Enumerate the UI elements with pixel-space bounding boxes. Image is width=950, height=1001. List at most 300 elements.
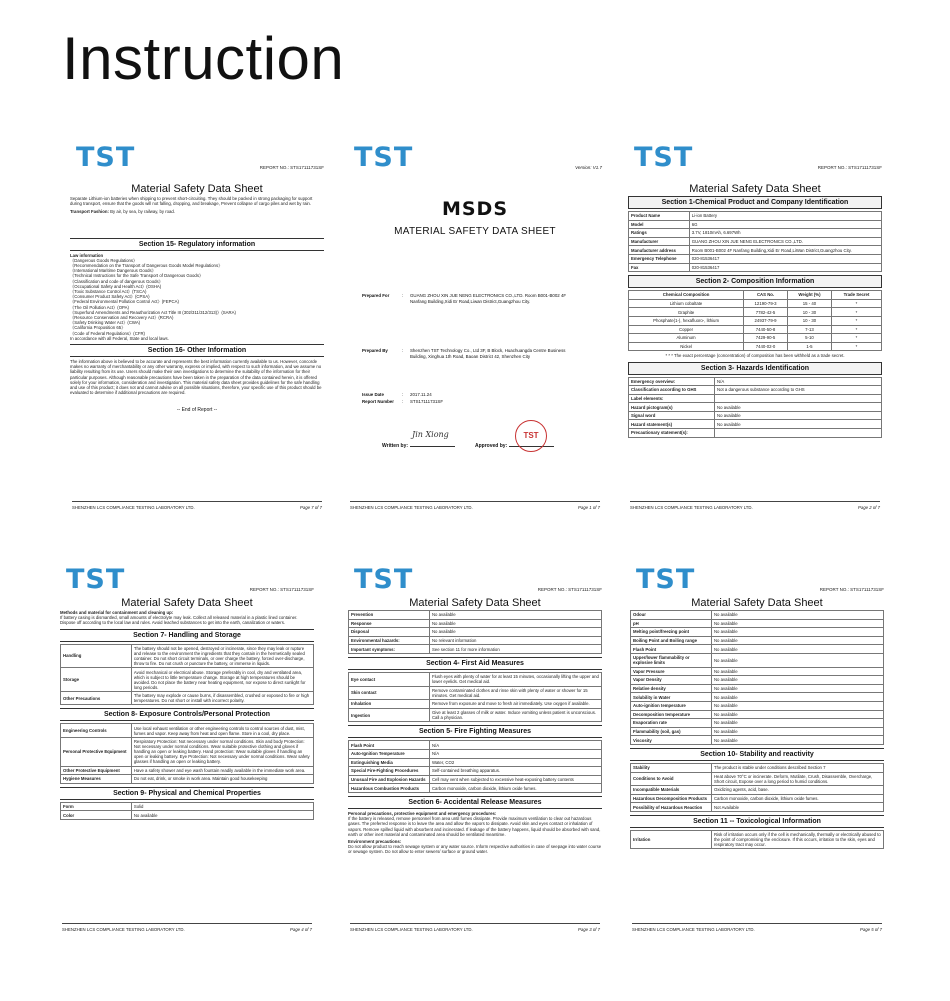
table-cell: 7440-02-0 [744, 342, 788, 351]
version-label: Version: V1.7 [575, 165, 602, 170]
table-value-cell: No available [711, 710, 883, 719]
handling-table [60, 644, 314, 706]
section-2-heading: Section 2- Composition Information [628, 275, 882, 288]
table-cell: 7-13 [787, 325, 831, 334]
table-row [629, 403, 882, 412]
table-value-cell: Remove from exposure and move to fresh air immediately. Use oxygen if available. [429, 700, 601, 709]
page-footer: SHENZHEN LCS COMPLIANCE TESTING LABORATORY LTD. Page 3 of 7 [350, 923, 600, 932]
table-value-cell: No available [711, 645, 883, 654]
table-row [61, 802, 314, 811]
table-row [629, 246, 882, 255]
table-value-cell: No available [711, 736, 883, 745]
table-row [631, 619, 884, 628]
table-value-cell: No available [711, 611, 883, 620]
table-value-cell: N/A [429, 749, 601, 758]
table-value-cell: Carbon monoxide, carbon dioxide, lithium oxide fumes. [711, 794, 883, 803]
hazard-table [628, 377, 882, 438]
table-key-cell: Product Name [629, 212, 690, 221]
toxicology-table [630, 830, 884, 850]
release-title: Personal precautions, protective equipment and emergency procedures: [348, 810, 497, 816]
table-key-cell: Eye contact [349, 672, 430, 686]
table-key-cell: Flammability (soil, gas) [631, 727, 712, 736]
table-row [349, 700, 602, 709]
table-key-cell: Boiling Point and Boiling range [631, 636, 712, 645]
table-row [631, 645, 884, 654]
company-stamp: TST [515, 420, 547, 452]
section-16-heading: Section 16- Other Information [70, 344, 324, 357]
table-key-cell: Conditions to Avoid [631, 772, 712, 786]
column-header: Chemical Composition [629, 291, 744, 300]
table-key-cell: Handling [61, 644, 132, 668]
document-page-4 [52, 560, 322, 940]
table-value-cell: No available [715, 411, 882, 420]
table-key-cell: Disposal [349, 628, 430, 637]
document-page-5 [622, 560, 892, 940]
table-cell: 15 - 40 [787, 299, 831, 308]
table-value-cell: No available [711, 701, 883, 710]
msds-subtitle: MATERIAL SAFETY DATA SHEET [394, 226, 556, 237]
law-item: 《Occupational Safety and Health Act》(OSHA) [70, 283, 162, 289]
table-key-cell: Special Fire-Fighting Procedures [349, 767, 430, 776]
table-row [61, 668, 314, 692]
column-header: CAS No. [744, 291, 788, 300]
table-cell: 10 - 30 [787, 308, 831, 317]
release-text: If the battery is released, remove personnel from area until fumes dissipate. Provide maximum ventilation to clear out hazardous gases. The preferred response is to leave the area and allow the vapors to dissipate. Avoid skin and eyes contact or inhalation of vapors. Remove spilled liquid with absorbent and incinerated. If leakage of the battery happens, liquid should be absorbed with sand, earth or other inert material and contaminated area should be ventilated meantime. [348, 816, 601, 837]
table-key-cell: pH [631, 619, 712, 628]
physical-table [60, 802, 314, 820]
table-value-cell: No available [715, 403, 882, 412]
table-value-cell: The product is stable under conditions described Section 7 [711, 763, 883, 772]
table-row [631, 830, 884, 849]
approved-by: Approved by: [475, 443, 554, 449]
table-row [349, 749, 602, 758]
table-value-cell: Use local exhaust ventilation or other engineering controls to control sources of dust, mist, fumes and vapor. Keep away from heat and open flame. Store in a cool, dry place. [131, 724, 313, 738]
table-row [629, 316, 882, 325]
table-key-cell: Ingestion [349, 708, 430, 722]
table-value-cell: No available [429, 611, 601, 620]
table-key-cell: Flash Point [349, 741, 430, 750]
table-key-cell: Label elements: [629, 394, 715, 403]
composition-table [628, 290, 882, 351]
table-value-cell: Cell may vent when subjected to excessive heat-exposing battery contents [429, 775, 601, 784]
prepared-for-row: Prepared For : GUANG ZHOU XIN JUE NENG ELECTRONICS CO.,LTD. Room B001-B002 4F Nanfang Building,Xidi Er Road,Liwan District,Guangzhou City. [362, 293, 567, 304]
fire-fighting-table [348, 740, 602, 793]
table-key-cell: Irritation [631, 830, 712, 849]
table-key-cell: Emergency Telephone [629, 254, 690, 263]
stability-table [630, 763, 884, 812]
table-value-cell: Water, CO2 [429, 758, 601, 767]
table-row [629, 411, 882, 420]
table-key-cell: Stability [631, 763, 712, 772]
table-row [349, 767, 602, 776]
document-page-7 [62, 138, 332, 518]
table-key-cell: Hygiene Measures [61, 775, 132, 784]
table-value-cell: See section 11 for more information [429, 645, 601, 654]
table-cell: Aluminum [629, 334, 744, 343]
table-row [629, 237, 882, 246]
table-cell: Lithium cobaltate [629, 299, 744, 308]
table-row [629, 263, 882, 272]
table-value-cell: Do not eat, drink, or smoke in work area. Maintain good housekeeping [131, 775, 313, 784]
table-row [629, 420, 882, 429]
table-row [631, 803, 884, 812]
page-footer: SHENZHEN LCS COMPLIANCE TESTING LABORATORY LTD. Page 1 of 7 [350, 501, 600, 510]
table-key-cell: Storage [61, 668, 132, 692]
table-value-cell: Room B001-B002 4F Nanfang Building,Xidi Er Road,LiWan District,Guangzhou City. [689, 246, 881, 255]
table-value-cell: Not a dangerous substance according to GHS [715, 386, 882, 395]
table-value-cell: No available [429, 628, 601, 637]
table-value-cell: Give at least 2 glasses of milk or water. Induce vomiting unless patient is unconscious. Call a physician. [429, 708, 601, 722]
table-value-cell: 3.7V, 1810mAh, 6.697Wh [689, 229, 881, 238]
table-row [631, 653, 884, 667]
table-key-cell: Decomposition temperature [631, 710, 712, 719]
section-8-heading: Section 8- Exposure Controls/Personal Protection [60, 708, 314, 721]
report-number: REPORT NO.: STS17111731SF [259, 165, 324, 170]
document-page-3 [340, 560, 610, 940]
table-value-cell [715, 429, 882, 438]
table-value-cell: Avoid mechanical or electrical abuse. Storage preferably in cool, dry and ventilated area, which is subject to little temperature change. Storage at high temperatures should be avoided. Do not place the battery near heating equipment, nor expose to direct sunlight for long periods. [131, 668, 313, 692]
table-row [631, 710, 884, 719]
table-row [349, 784, 602, 793]
table-row [631, 786, 884, 795]
law-item: 《Recommendation on the Transport of Dangerous Goods Model Regulations》 [70, 263, 223, 269]
table-key-cell: Vapor Density [631, 676, 712, 685]
end-of-report: -- End of Report -- [176, 407, 218, 414]
table-value-cell: The battery may explode or cause burns, if disassembled, crushed or exposed to fire or high temperatures. Do not short or install with incorrect polarity. [131, 691, 313, 705]
other-information: The information above is believed to be accurate and represents the best information currently available to us. However, concorde makes no warranty of merchantability or any other warranty, express or implied, with respect to such information, and we assume no liability resulting from its use. Users should make their own investigations to determine the suitability of the information for their particular purposes. Although reasonable precautions have been taken in the preparation of the data contained herein, it is offered solely for your information, consideration and investigation. This material safety data sheet provides guidelines for the safe handling and use of this product; it does not and cannot advise on all possible situations, therefore, your specific use of this product should be evaluated to determine if additional precautions are required. [70, 359, 322, 396]
table-key-cell: Relative density [631, 684, 712, 693]
tst-logo: TST [636, 564, 696, 595]
law-item: 《Superfund Amendments and Reauthorization Act Title III (302/311/312/313)》(SARA) [70, 309, 236, 315]
column-header: Trade Secret [831, 291, 881, 300]
table-cell: * [831, 308, 881, 317]
table-value-cell: No available [711, 684, 883, 693]
table-cell: 1-5 [787, 342, 831, 351]
table-row [631, 736, 884, 745]
table-value-cell: No available [715, 420, 882, 429]
table-row [61, 724, 314, 738]
table-key-cell: Vapor Pressure [631, 667, 712, 676]
table-key-cell: Solubility in Water [631, 693, 712, 702]
table-row [629, 386, 882, 395]
table-row [349, 611, 602, 620]
table-row [629, 342, 882, 351]
table-row [631, 701, 884, 710]
environment-text: Do not allow product to reach sewage system or any water source. Inform respective authorities in case of seepage into water course or sewage system. Do not allow to enter sewers/ surface or ground water. [348, 844, 602, 855]
table-value-cell: Solid [131, 802, 313, 811]
table-value-cell: Self-contained breathing apparatus. [429, 767, 601, 776]
table-row [61, 775, 314, 784]
sheet-title: Material Safety Data Sheet [121, 597, 253, 609]
transport-fashion: Transport Fashion: By air, by sea, by railway, by road. [70, 209, 175, 215]
table-value-cell: Li-ion Battery [689, 212, 881, 221]
table-key-cell: Hazardous Combustion Products [349, 784, 430, 793]
prepared-by-row: Prepared By : Shenzhen TST Technology Co., Ltd 3F, B Block, Huachuangda Centre Business Building, Xinghua 1th Road, Baoan District 42, Shenzhen City [362, 348, 566, 359]
column-header: Weight (%) [787, 291, 831, 300]
sheet-title: Material Safety Data Sheet [689, 183, 821, 195]
law-item: 《Safety Drinking Water Act》(CWA) [70, 320, 141, 326]
table-key-cell: Odour [631, 611, 712, 620]
first-aid-table [348, 672, 602, 722]
table-value-cell: Have a safety shower and eye wash fountain readily available in the immediate work area. [131, 766, 313, 775]
table-key-cell: Important symptoms: [349, 645, 430, 654]
table-key-cell: Other Precautions [61, 691, 132, 705]
table-row [631, 676, 884, 685]
table-key-cell: Hazard statement(s) [629, 420, 715, 429]
table-key-cell: Evaporation rate [631, 719, 712, 728]
table-value-cell: 020-81536417 [689, 263, 881, 272]
law-item: In accordance with all Federal, State and local laws. [70, 335, 169, 341]
table-row [61, 691, 314, 705]
table-key-cell: Signal word [629, 411, 715, 420]
msds-heading: MSDS [441, 198, 509, 220]
law-item: 《Classification and code of dangerous Goods》 [70, 278, 163, 284]
table-value-cell: N/A [429, 741, 601, 750]
table-key-cell: Manufacturer address [629, 246, 690, 255]
table-cell: Copper [629, 325, 744, 334]
law-item: 《Toxic Substance Control Act》(TSCA) [70, 289, 147, 295]
table-row [61, 766, 314, 775]
table-row [629, 429, 882, 438]
page-footer: SHENZHEN LCS COMPLIANCE TESTING LABORATORY LTD. Page 5 of 7 [632, 923, 882, 932]
table-row [629, 308, 882, 317]
table-key-cell: Precautionary statement(s): [629, 429, 715, 438]
table-key-cell: Environmental hazards: [349, 636, 430, 645]
table-key-cell: Fax [629, 263, 690, 272]
table-key-cell: Other Protective Equipment [61, 766, 132, 775]
law-item: 《International Maritime Dangerous Goods》 [70, 268, 156, 274]
table-header-row [629, 291, 882, 300]
table-cell: 7440-50-8 [744, 325, 788, 334]
table-cell: 12190-79-3 [744, 299, 788, 308]
table-value-cell: No relevant information [429, 636, 601, 645]
table-row [629, 334, 882, 343]
table-key-cell: Model [629, 220, 690, 229]
table-value-cell: Remove contaminated clothes and rinse skin with plenty of water or shower for 15 minutes. Get medical aid. [429, 686, 601, 700]
document-cover-page [340, 138, 610, 518]
table-row [631, 772, 884, 786]
environment-title: Environment precautions: [348, 838, 402, 844]
table-value-cell: No available [711, 667, 883, 676]
table-key-cell: Flash Point [631, 645, 712, 654]
table-key-cell: Emergency overview: [629, 377, 715, 386]
table-row [629, 229, 882, 238]
section-11-heading: Section 11 -- Toxicological Information [630, 815, 884, 828]
table-key-cell: Viscosity [631, 736, 712, 745]
table-row [61, 644, 314, 668]
report-number: REPORT NO.: STS17111731SF [819, 587, 884, 592]
law-item: 《Dangerous Goods Regulations》 [70, 257, 138, 263]
table-cell: 7429-90-5 [744, 334, 788, 343]
table-value-cell: 020-81536417 [689, 254, 881, 263]
table-row [349, 619, 602, 628]
table-row [629, 325, 882, 334]
table-cell: 7782-42-5 [744, 308, 788, 317]
page-footer: SHENZHEN LCS COMPLIANCE TESTING LABORATORY LTD. Page 4 of 7 [62, 923, 312, 932]
signature-handwriting: Jin Xiong [412, 430, 449, 439]
table-value-cell: Respiratory Protection: Not necessary under normal conditions. Skin and body Protection: Not necessary under normal conditions. Wear suitable protective clothing and gloves if handling an open or leaking battery. Hand protection: Wear suitable gloves if handling an open or leaking battery. Eye Protection: Not necessary under normal conditions. Wear safety glasses if handling an open or leaking battery. [131, 737, 313, 766]
report-number: REPORT NO.: STS17111731SF [537, 587, 602, 592]
table-row [631, 628, 884, 637]
table-key-cell: Hazardous Decomposition Products [631, 794, 712, 803]
section-15-heading: Section 15- Regulatory information [70, 238, 324, 251]
table-value-cell: Oxidizing agents, acid, base. [711, 786, 883, 795]
table-value-cell: No available [711, 653, 883, 667]
table-cell: Graphite [629, 308, 744, 317]
tst-logo: TST [634, 142, 694, 173]
precaution-table [348, 610, 602, 654]
table-row [629, 212, 882, 221]
properties-table [630, 610, 884, 745]
table-value-cell: No available [711, 693, 883, 702]
table-cell: * [831, 325, 881, 334]
section-9-heading: Section 9- Physical and Chemical Properties [60, 787, 314, 800]
law-item: 《Technical Instructions for the Safe Transport of Dangerous Goods》 [70, 273, 204, 279]
table-row [631, 636, 884, 645]
containment-text: If battery casing is dismantled, small amounts of electrolyte may leak. Collect all released material in a plastic lined container. Dispose off according to the local law and rules. Avoid leached substances to get into the earth, canalization or waters. [60, 615, 298, 626]
table-row [631, 794, 884, 803]
law-item: 《California Proposition 65》 [70, 325, 126, 331]
table-value-cell: Not Available [711, 803, 883, 812]
table-value-cell [715, 394, 882, 403]
table-key-cell: Possibility of Hazardous Reaction [631, 803, 712, 812]
table-key-cell: Prevention [349, 611, 430, 620]
table-value-cell: No available [131, 811, 313, 820]
table-key-cell: Manufacturer [629, 237, 690, 246]
issue-date-row: Issue Date : 2017.11.24 [362, 392, 432, 397]
table-key-cell: Melting point/freezing point [631, 628, 712, 637]
table-key-cell: Form [61, 802, 132, 811]
table-row [631, 719, 884, 728]
report-number-row: Report Number : STS17111731SF [362, 399, 444, 404]
law-item: 《Code of Federal Regulations》(CFR) [70, 330, 145, 336]
table-row [349, 672, 602, 686]
table-key-cell: Auto-ignition temperature [631, 701, 712, 710]
table-key-cell: Hazard pictogram(s) [629, 403, 715, 412]
section-10-heading: Section 10- Stability and reactivity [630, 748, 884, 761]
tst-logo: TST [66, 564, 126, 595]
containment-title: Methods and material for containment and cleaning up: [60, 610, 174, 615]
table-cell: * [831, 334, 881, 343]
table-key-cell: Unusual Fire and Explosion Hazards [349, 775, 430, 784]
exposure-table [60, 723, 314, 783]
table-value-cell: No available [711, 636, 883, 645]
table-row [629, 220, 882, 229]
tst-logo: TST [354, 142, 414, 173]
table-key-cell: Ratings [629, 229, 690, 238]
table-key-cell: Skin contact [349, 686, 430, 700]
page-footer: SHENZHEN LCS COMPLIANCE TESTING LABORATORY LTD. Page 7 of 7 [72, 501, 322, 510]
table-key-cell: Engineering Controls [61, 724, 132, 738]
table-cell: 10 - 30 [787, 316, 831, 325]
written-by: Written by: [382, 443, 455, 449]
section-6-heading: Section 6- Accidental Release Measures [348, 796, 602, 809]
table-row [629, 254, 882, 263]
table-row [631, 684, 884, 693]
table-row [629, 377, 882, 386]
page-title: Instruction [62, 25, 345, 92]
product-table [628, 211, 882, 272]
section-5-heading: Section 5- Fire Fighting Measures [348, 725, 602, 738]
table-key-cell: Response [349, 619, 430, 628]
table-value-cell: No available [429, 619, 601, 628]
table-key-cell: Auto-Ignition Temperature [349, 749, 430, 758]
table-row [349, 628, 602, 637]
table-value-cell: No available [711, 719, 883, 728]
table-row [349, 686, 602, 700]
section-4-heading: Section 4- First Aid Measures [348, 657, 602, 670]
sheet-title: Material Safety Data Sheet [131, 183, 263, 195]
table-key-cell: Upper/lower flammability or explosive limits [631, 653, 712, 667]
table-row [349, 741, 602, 750]
table-key-cell: Personal Protective Equipment [61, 737, 132, 766]
tst-logo: TST [354, 564, 414, 595]
section-1-heading: Section 1-Chemical Product and Company Identification [628, 196, 882, 209]
table-value-cell: N/A [715, 377, 882, 386]
table-value-cell: GUANG ZHOU XIN JUE NENG ELECTRONICS CO.,LTD. [689, 237, 881, 246]
report-number: REPORT NO.: STS17111731SF [817, 165, 882, 170]
law-item: 《The Oil Pollution Act》(OPA) [70, 304, 129, 310]
table-value-cell: No available [711, 628, 883, 637]
table-row [629, 394, 882, 403]
section-3-heading: Section 3- Hazards Identification [628, 362, 882, 375]
table-value-cell: No available [711, 676, 883, 685]
table-key-cell: Classification according to GHS [629, 386, 715, 395]
table-row [349, 636, 602, 645]
table-cell: * [831, 299, 881, 308]
law-item: 《Resource Conservation and Recovery Act》(RCRA) [70, 315, 174, 321]
law-item: 《Consumer Product Safety Act》(CPSA) [70, 294, 150, 300]
table-row [631, 611, 884, 620]
law-list [70, 258, 324, 341]
table-row [629, 299, 882, 308]
composition-note: * * * The exact percentage (concentration) of composition has been withheld as a trade secret. [665, 353, 845, 359]
table-value-cell: The battery should not be opened, destroyed or incinerate, since they may leak or rupture and release to the environment the ingredients that they contain in the hermetically sealed container. Do not short circuit terminals, or over charge the battery, forced over-discharge, throw to fire. Do not crush or puncture the battery, or immerse in liquids. [131, 644, 313, 668]
table-row [349, 758, 602, 767]
law-title: Law information [70, 252, 104, 258]
table-row [631, 667, 884, 676]
table-value-cell: No available [711, 727, 883, 736]
table-cell: * [831, 316, 881, 325]
table-value-cell: Carbon monoxide, carbon dioxide, lithium oxide fumes. [429, 784, 601, 793]
table-row [631, 727, 884, 736]
table-value-cell: Heat above 70°C or incinerate. Deform, Mutilate, Crush, Disassemble, Overcharge, Short circuit, Expose over a long period to humid conditions. [711, 772, 883, 786]
sheet-title: Material Safety Data Sheet [409, 597, 541, 609]
table-row [631, 763, 884, 772]
table-cell: 24937-79-9 [744, 316, 788, 325]
section-7-heading: Section 7- Handling and Storage [60, 629, 314, 642]
table-value-cell: Flush eyes with plenty of water for at least 15 minutes, occasionally lifting the upper and lower eyelids. Get medical aid. [429, 672, 601, 686]
tst-logo: TST [76, 142, 136, 173]
document-page-2 [620, 138, 890, 518]
table-value-cell: 6G [689, 220, 881, 229]
table-cell: 5-10 [787, 334, 831, 343]
table-cell: Phosphate(1-), hexafluoro-, lithium [629, 316, 744, 325]
table-row [61, 737, 314, 766]
table-key-cell: Incompatible Materials [631, 786, 712, 795]
table-key-cell: Extinguishing Media [349, 758, 430, 767]
table-cell: Nickel [629, 342, 744, 351]
table-cell: * [831, 342, 881, 351]
table-key-cell: Color [61, 811, 132, 820]
sheet-title: Material Safety Data Sheet [691, 597, 823, 609]
table-row [349, 645, 602, 654]
table-row [349, 708, 602, 722]
table-row [349, 775, 602, 784]
transport-intro: Separate Lithium-ion batteries when shipping to prevent short-circuiting. They should be packed in strong packaging for support during transport, ensure that the goods will not falling, dropping, and breakage, Prevent collapse of cargo piles and wet by rain. [70, 196, 313, 207]
page-footer: SHENZHEN LCS COMPLIANCE TESTING LABORATORY LTD. Page 2 of 7 [630, 501, 880, 510]
table-row [631, 693, 884, 702]
